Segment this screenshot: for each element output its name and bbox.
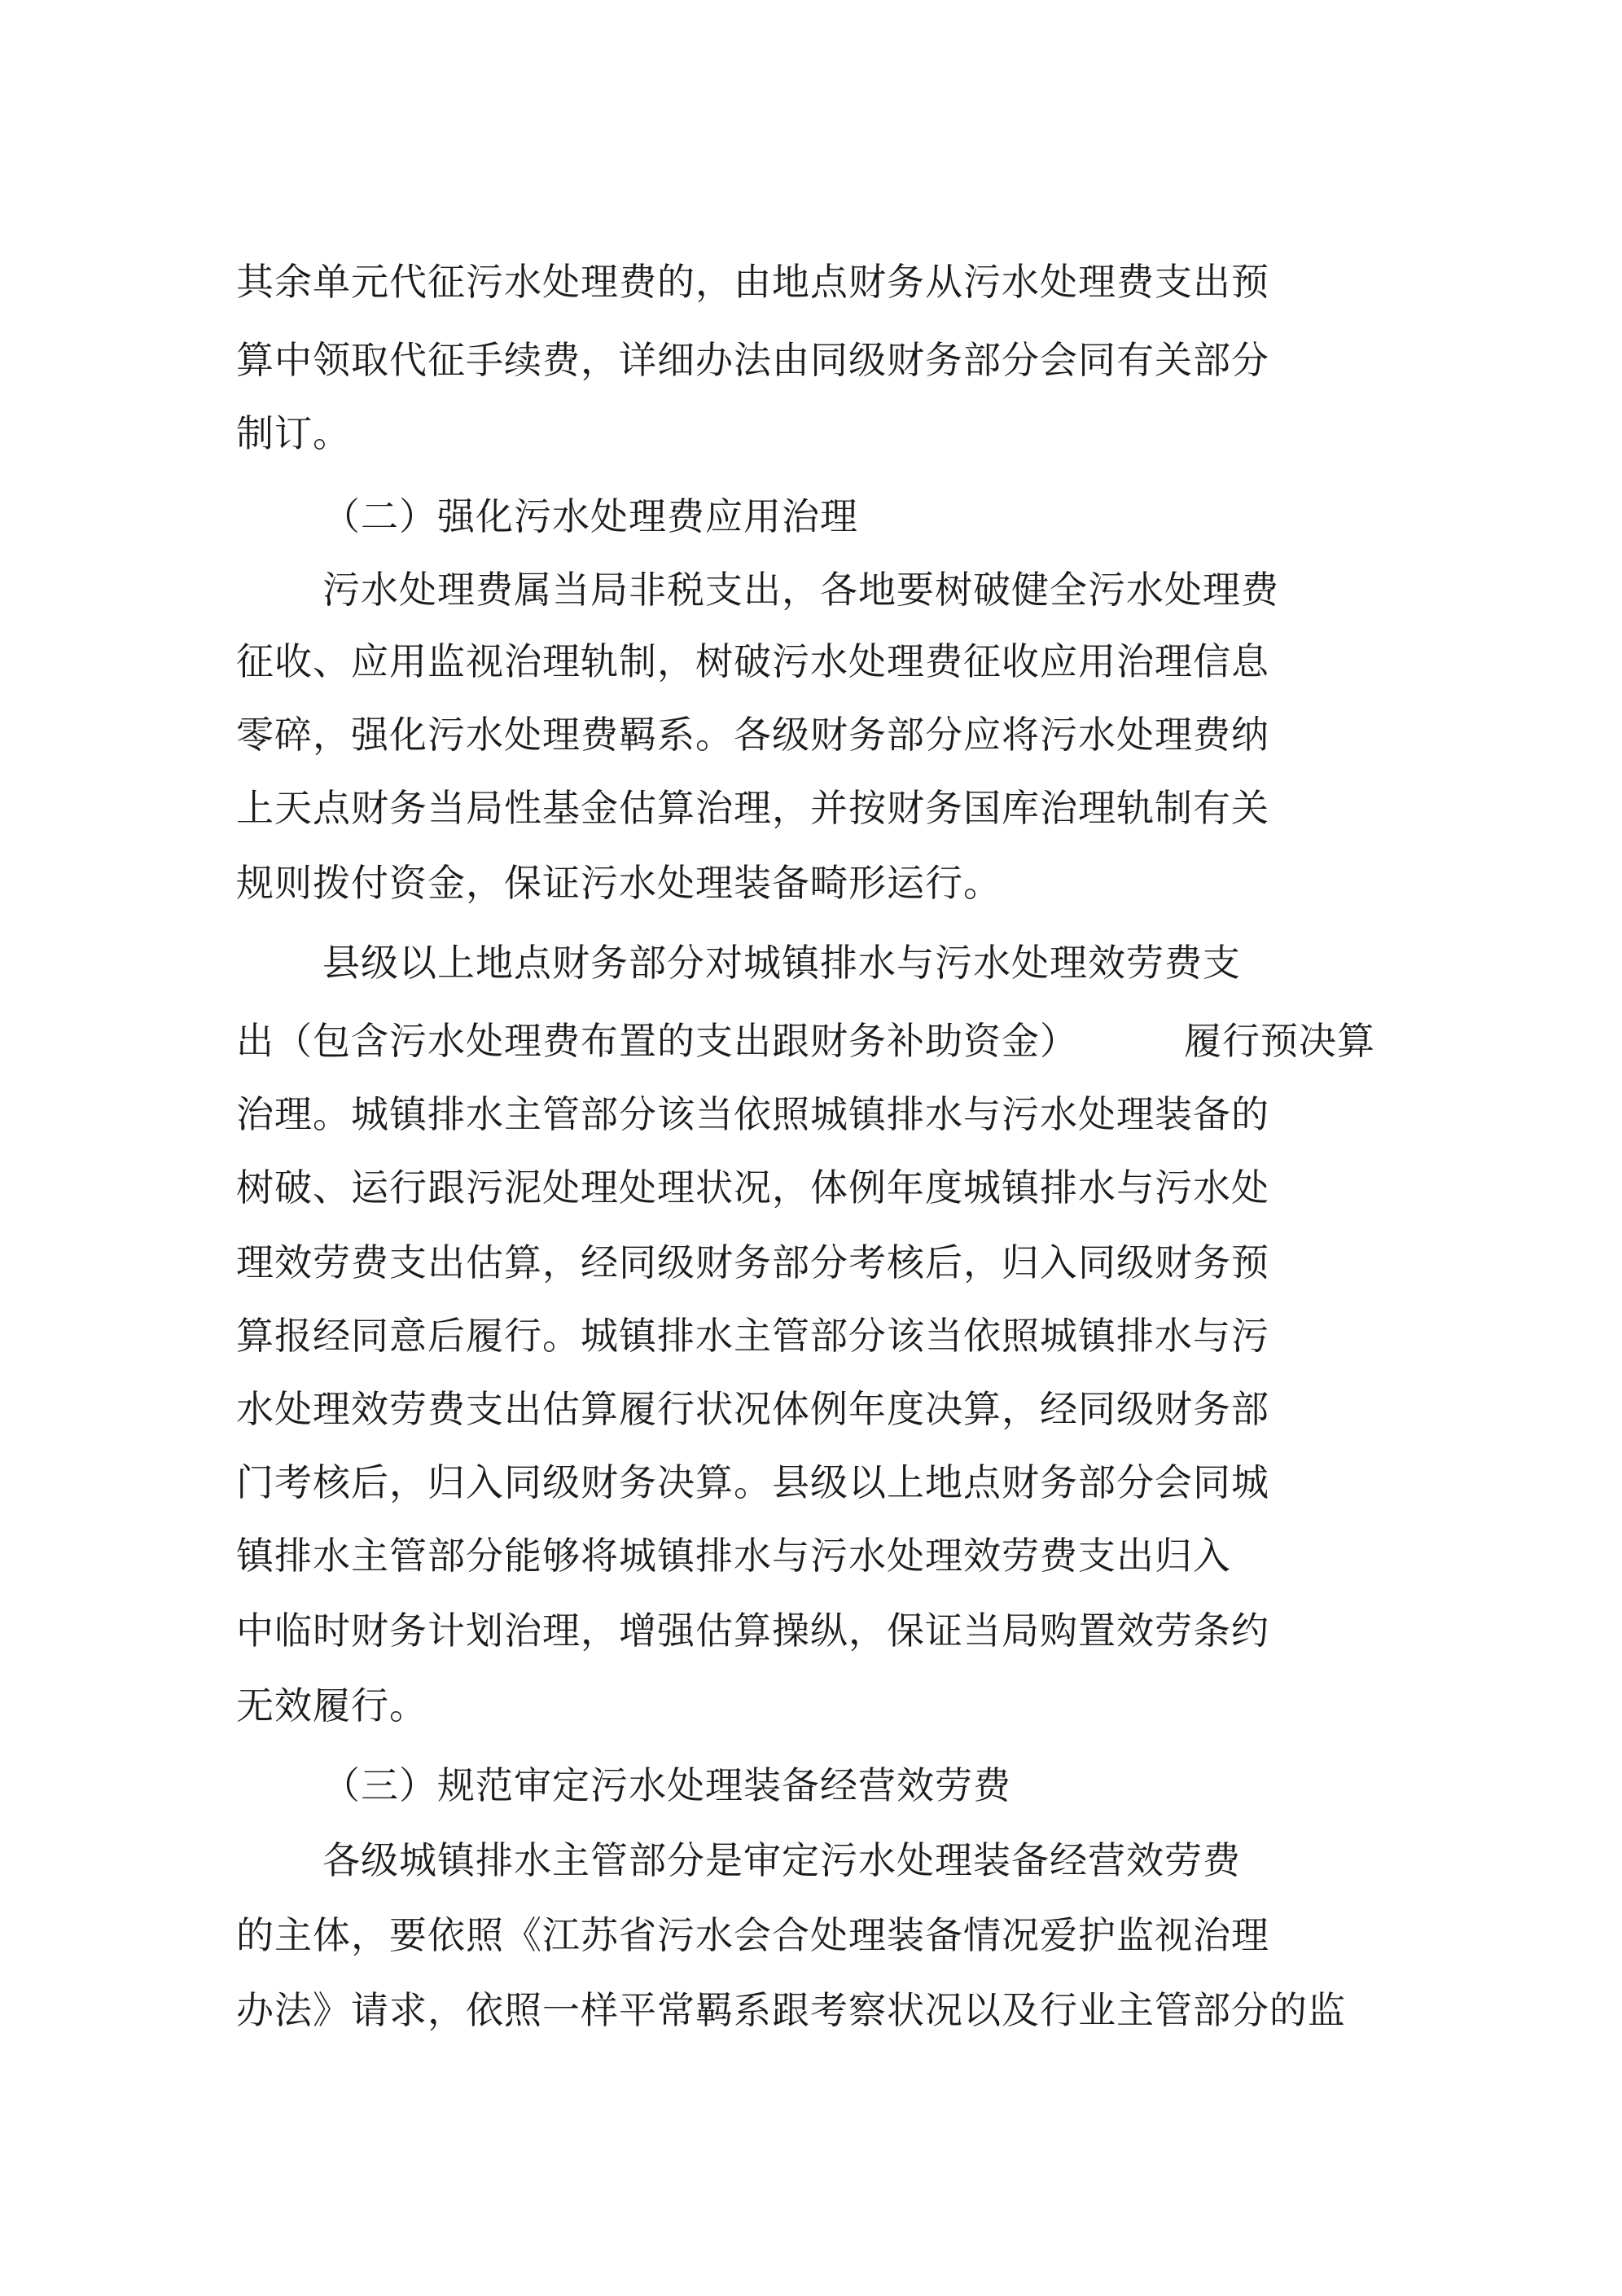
- text-line: 治理。城镇排水主管部分该当依照城镇排水与污水处理装备的: [236, 1092, 1269, 1136]
- text-line: 污水处理费属当局非税支出，各地要树破健全污水处理费: [322, 568, 1279, 612]
- text-line: 算报经同意后履行。城镇排水主管部分该当依照城镇排水与污: [236, 1314, 1269, 1358]
- text-line: 征收、应用监视治理轨制，树破污水处理费征收应用治理信息: [236, 639, 1269, 683]
- text-line: 中临时财务计划治理，增强估算操纵，保证当局购置效劳条约: [236, 1609, 1269, 1653]
- text-line: 树破、运行跟污泥处理处理状况，体例年度城镇排水与污水处: [236, 1166, 1269, 1209]
- text-line: 制订。: [236, 411, 351, 455]
- text-line: 零碎，强化污水处理费羁系。各级财务部分应将污水处理费纳: [236, 713, 1269, 757]
- section-heading: （二）强化污水处理费应用治理: [322, 494, 858, 538]
- text-line: 门考核后，归入同级财务决算。县级以上地点财务部分会同城: [236, 1460, 1269, 1504]
- text-line: 水处理效劳费支出估算履行状况体例年度决算，经同级财务部: [236, 1387, 1269, 1431]
- text-line: 算中领取代征手续费，详细办法由同级财务部分会同有关部分: [236, 338, 1269, 382]
- text-line: 上天点财务当局性基金估算治理，并按财务国库治理轨制有关: [236, 786, 1269, 830]
- text-line: 镇排水主管部分能够将城镇排水与污水处理效劳费支出归入: [236, 1534, 1231, 1578]
- text-line: 的主体，要依照《江苏省污水会合处理装备情况爱护监视治理: [236, 1913, 1269, 1957]
- text-line: 办法》请求，依照一样平常羁系跟考察状况以及行业主管部分的监: [236, 1988, 1346, 2032]
- text-line: 县级以上地点财务部分对城镇排水与污水处理效劳费支: [322, 941, 1241, 985]
- text-line: 其余单元代征污水处理费的，由地点财务从污水处理费支出预: [236, 260, 1269, 304]
- text-line: 履行预决算: [1184, 1019, 1375, 1063]
- text-line: 出（包含污水处理费布置的支出跟财务补助资金）: [236, 1019, 1078, 1063]
- text-line: 理效劳费支出估算，经同级财务部分考核后，归入同级财务预: [236, 1240, 1269, 1284]
- section-heading: （三）规范审定污水处理装备经营效劳费: [322, 1763, 1011, 1807]
- text-line: 规则拨付资金，保证污水处理装备畸形运行。: [236, 861, 1002, 905]
- text-line: 无效履行。: [236, 1684, 427, 1727]
- text-line: 各级城镇排水主管部分是审定污水处理装备经营效劳费: [322, 1838, 1241, 1882]
